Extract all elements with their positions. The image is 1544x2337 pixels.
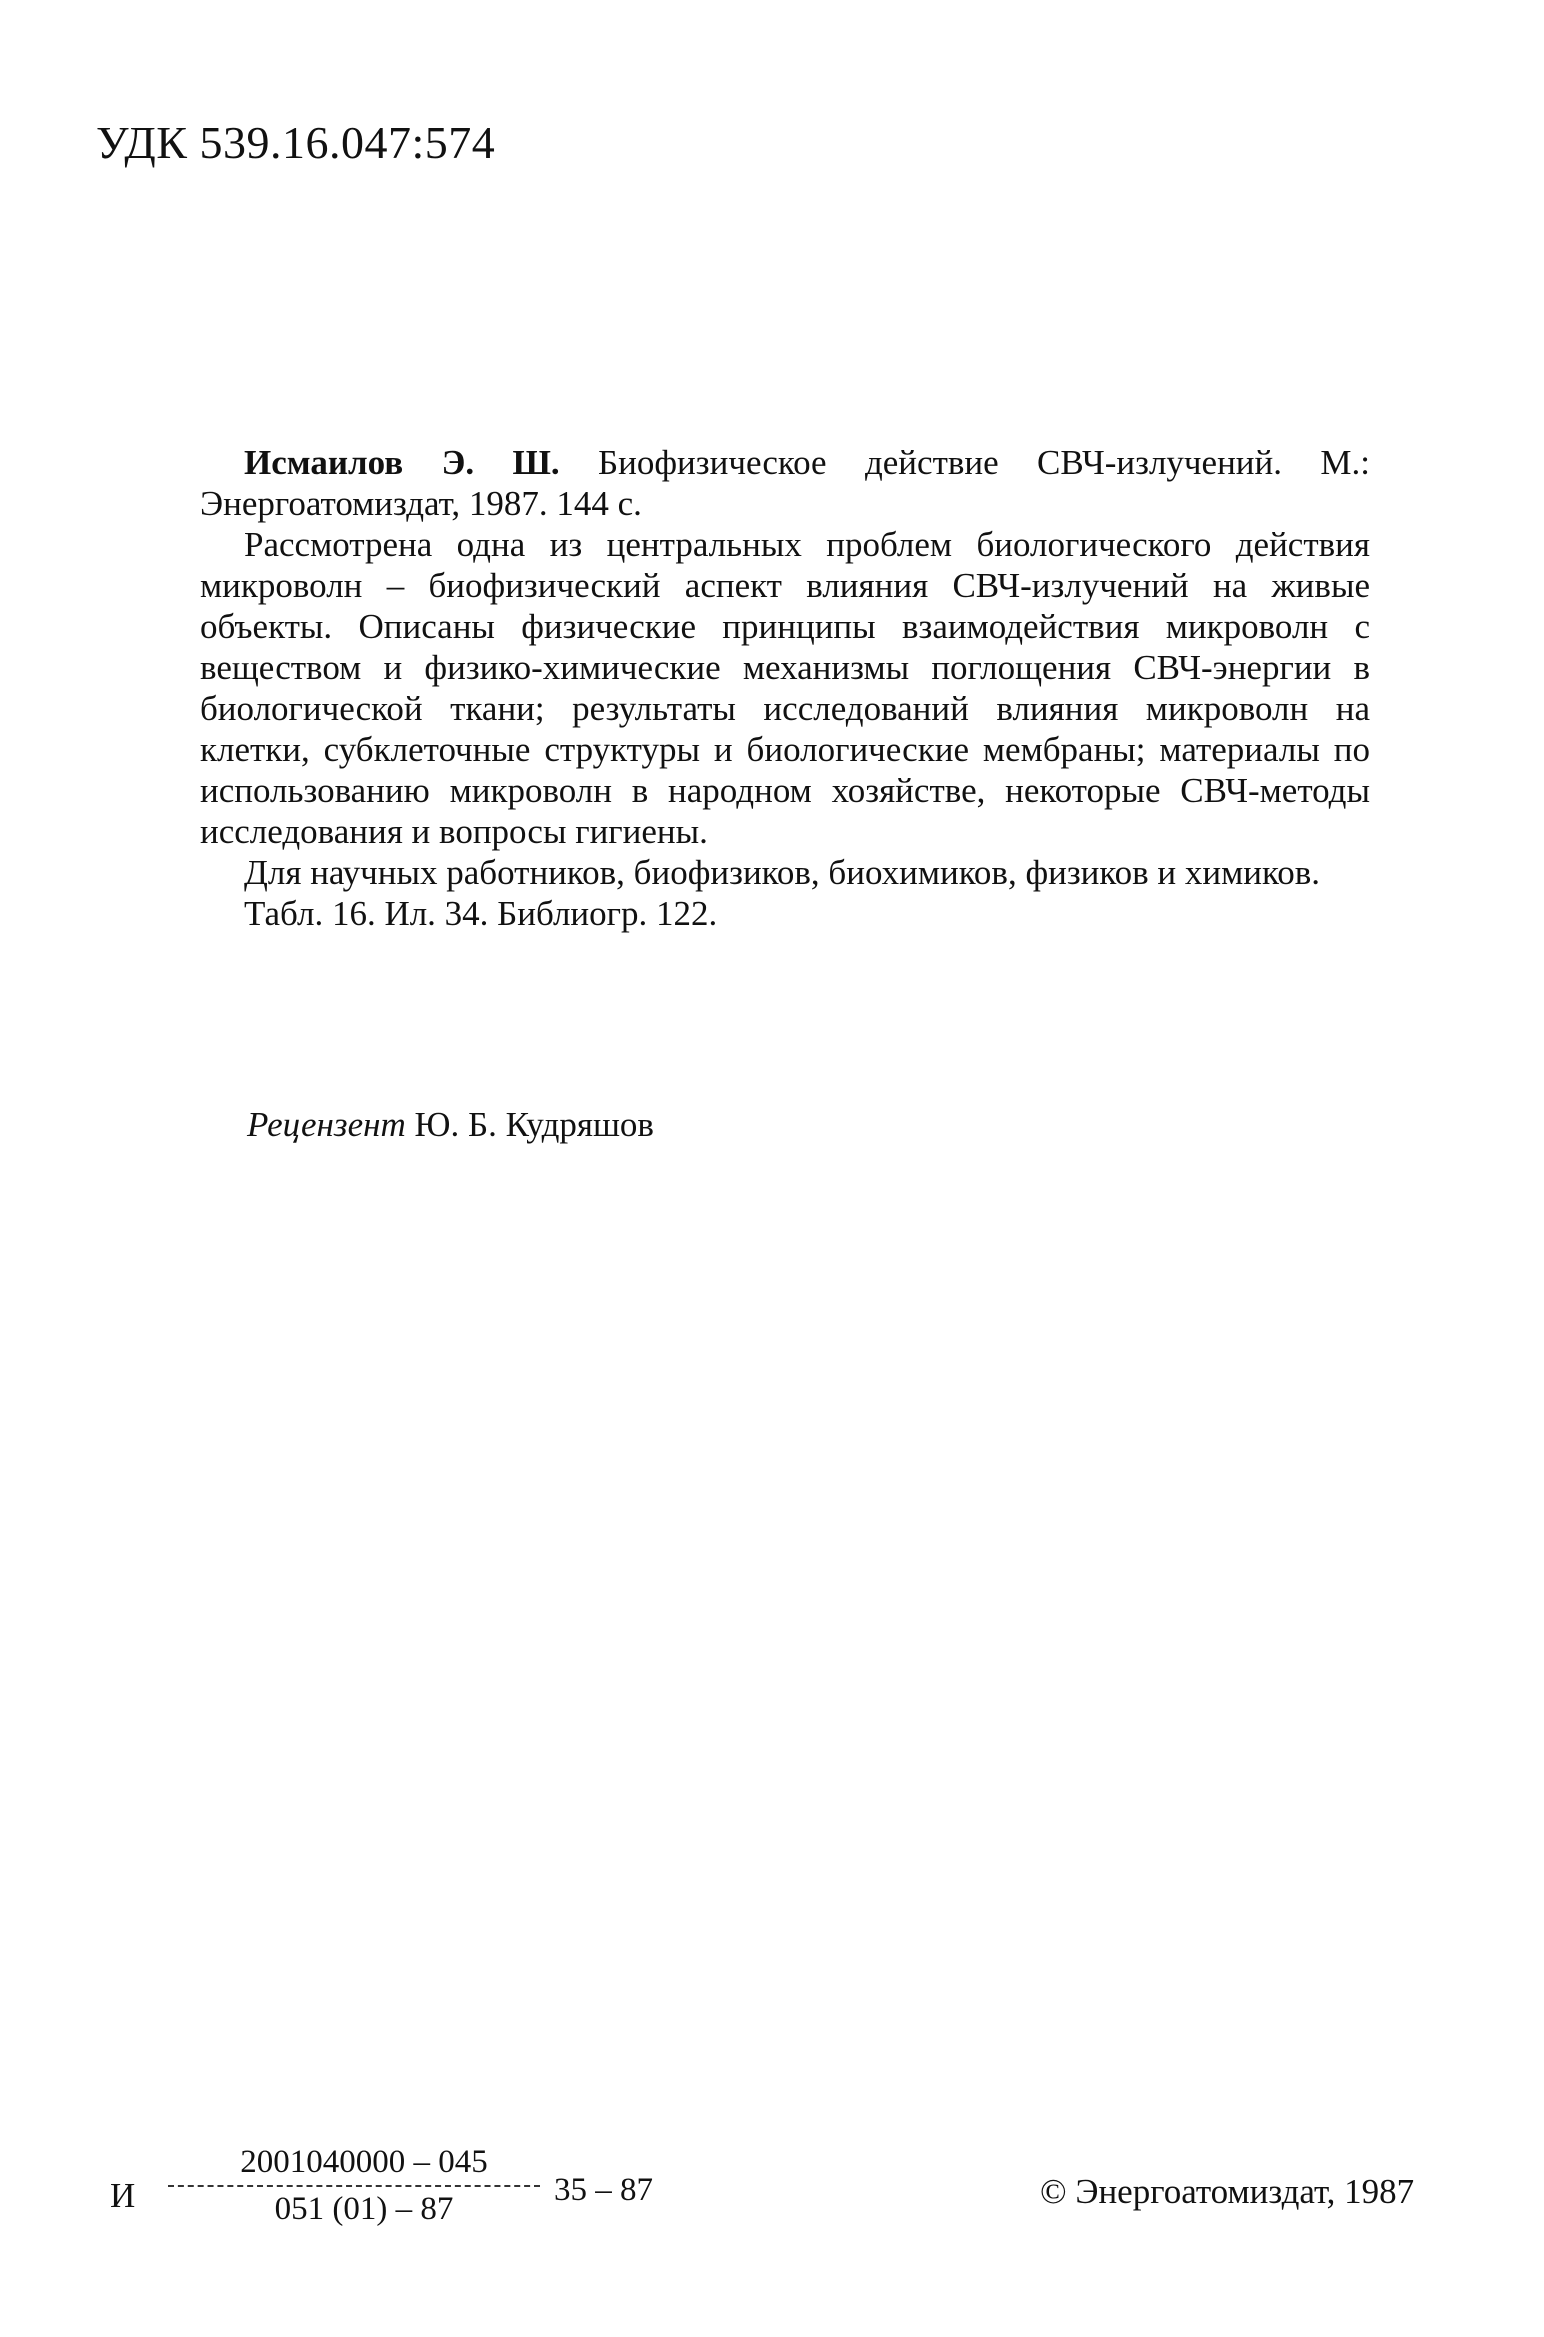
index-denominator: 051 (01) – 87: [274, 2191, 454, 2227]
abstract-block: [200, 442, 1370, 934]
reviewer-name: Ю. Б. Кудряшов: [414, 1105, 654, 1144]
index-numerator: 2001040000 – 045: [240, 2144, 488, 2180]
bibliographic-entry: [200, 442, 1370, 524]
index-fraction: [168, 2144, 540, 2228]
fraction-line: [168, 2185, 540, 2187]
udc-code: УДК 539.16.047:574: [96, 117, 496, 168]
stats-text: Табл. 16. Ил. 34. Библиогр. 122.: [244, 894, 718, 933]
reviewer-line: [247, 1105, 654, 1145]
audience-text: Для научных работников, биофизиков, биохимиков, физиков и химиков.: [244, 853, 1321, 892]
publication-index: [110, 2144, 653, 2264]
author-name: Исмаилов Э. Ш.: [244, 443, 560, 482]
abstract-text: Рассмотрена одна из центральных проблем биологического действия микроволн – биофизический аспект влияния СВЧ-излучений на живые объекты. Описаны физические принципы взаимодействия микроволн с веществом и физико-химические механизмы поглощения СВЧ-энергии в биологической ткани; результаты исследований влияния микроволн на клетки, субклеточные структуры и биологические мембраны; материалы по использованию микроволн в народном хозяйстве, некоторые СВЧ-методы исследования и вопросы гигиены.: [200, 525, 1370, 851]
index-code: 35 – 87: [554, 2172, 653, 2208]
copyright-notice: © Энергоатомиздат, 1987: [1040, 2172, 1415, 2211]
book-citation: Биофизическое действие СВЧ-излучений. М.: Энергоатомиздат, 1987. 144 с.: [200, 443, 1370, 523]
reviewer-role: Рецензент: [247, 1105, 406, 1144]
index-letter: И: [110, 2176, 136, 2215]
